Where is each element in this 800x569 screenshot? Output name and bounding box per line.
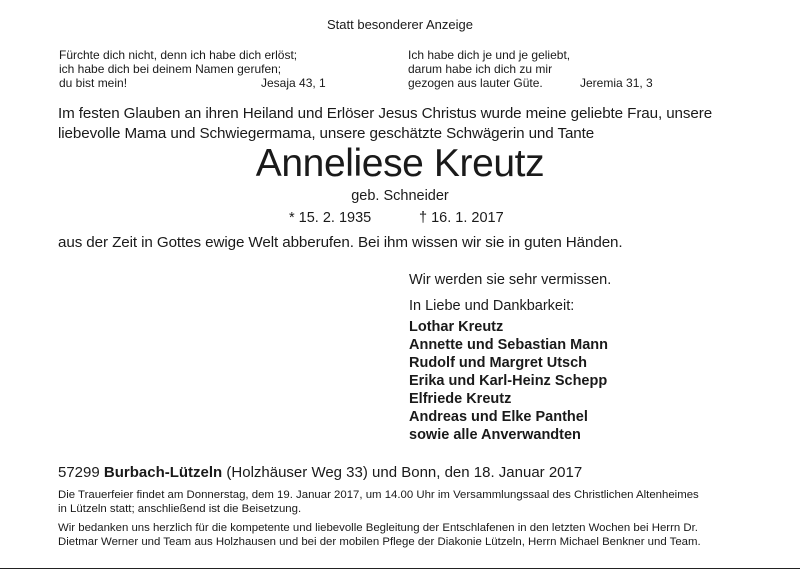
intro-line: liebevolle Mama und Schwiegermama, unsere geschätzte Schwägerin und Tante [58, 125, 595, 142]
deceased-name: Anneliese Kreutz [255, 142, 545, 185]
death-date: † 16. 1. 2017 [419, 210, 504, 226]
zip-code: 57299 [58, 464, 100, 481]
in-love-text: In Liebe und Dankbarkeit: [409, 298, 575, 314]
mourner-name: Lothar Kreutz [409, 319, 504, 335]
called-home-text: aus der Zeit in Gottes ewige Welt abberufen. Bei ihm wissen wir sie in guten Händen. [58, 234, 623, 251]
funeral-line: in Lützeln statt; anschließend ist die Beisetzung. [58, 503, 302, 515]
mourner-name: Rudolf und Margret Utsch [409, 355, 588, 371]
birth-name: geb. Schneider [351, 188, 449, 204]
funeral-notice [58, 488, 699, 516]
mourner-name: Andreas und Elke Panthel [409, 409, 588, 425]
bible-verse-right [408, 48, 678, 90]
town-name: Burbach-Lützeln [103, 464, 223, 481]
verse-line: ich habe dich bei deinem Namen gerufen; [59, 62, 282, 76]
notice-heading: Statt besonderer Anzeige [327, 17, 473, 32]
mourner-name: Elfriede Kreutz [409, 391, 512, 407]
intro-line: Im festen Glauben an ihren Heiland und Erlöser Jesus Christus wurde meine geliebte Frau, unsere [58, 105, 713, 122]
mourner-name: Erika und Karl-Heinz Schepp [409, 373, 608, 389]
verse-line-with-reference [408, 76, 678, 90]
verse-line: du bist mein! [59, 76, 128, 90]
verse-line-with-reference [59, 76, 349, 90]
intro-paragraph [58, 104, 712, 144]
verse-reference: Jesaja 43, 1 [261, 76, 326, 90]
verse-line: Ich habe dich je und je geliebt, [408, 48, 571, 62]
thanks-line: Wir bedanken uns herzlich für die kompetente und liebevolle Begleitung der Entschlafenen in den letzten Wochen bei Herrn Dr. [58, 522, 698, 534]
verse-line: gezogen aus lauter Güte. [408, 76, 543, 90]
address-and-date: (Holzhäuser Weg 33) und Bonn, den 18. Januar 2017 [226, 464, 583, 481]
thanks-notice [58, 521, 701, 549]
mourner-name: sowie alle Anverwandten [409, 427, 581, 443]
funeral-line: Die Trauerfeier findet am Donnerstag, dem 19. Januar 2017, um 14.00 Uhr im Versammlungssaal des Christlichen Altenheimes [58, 489, 699, 501]
mourner-name: Annette und Sebastian Mann [409, 337, 608, 353]
birth-date: * 15. 2. 1935 [289, 210, 372, 226]
bible-verse-left [59, 48, 349, 90]
verse-line: darum habe ich dich zu mir [408, 62, 553, 76]
verse-reference: Jeremia 31, 3 [580, 76, 653, 90]
missing-text: Wir werden sie sehr vermissen. [409, 272, 612, 288]
mourners-list [409, 318, 608, 444]
thanks-line: Dietmar Werner und Team aus Holzhausen und bei der mobilen Pflege der Diakonie Lützeln, Herrn Michael Benkner und Team. [58, 536, 701, 548]
location-line [58, 464, 582, 481]
verse-line: Fürchte dich nicht, denn ich habe dich erlöst; [59, 48, 298, 62]
